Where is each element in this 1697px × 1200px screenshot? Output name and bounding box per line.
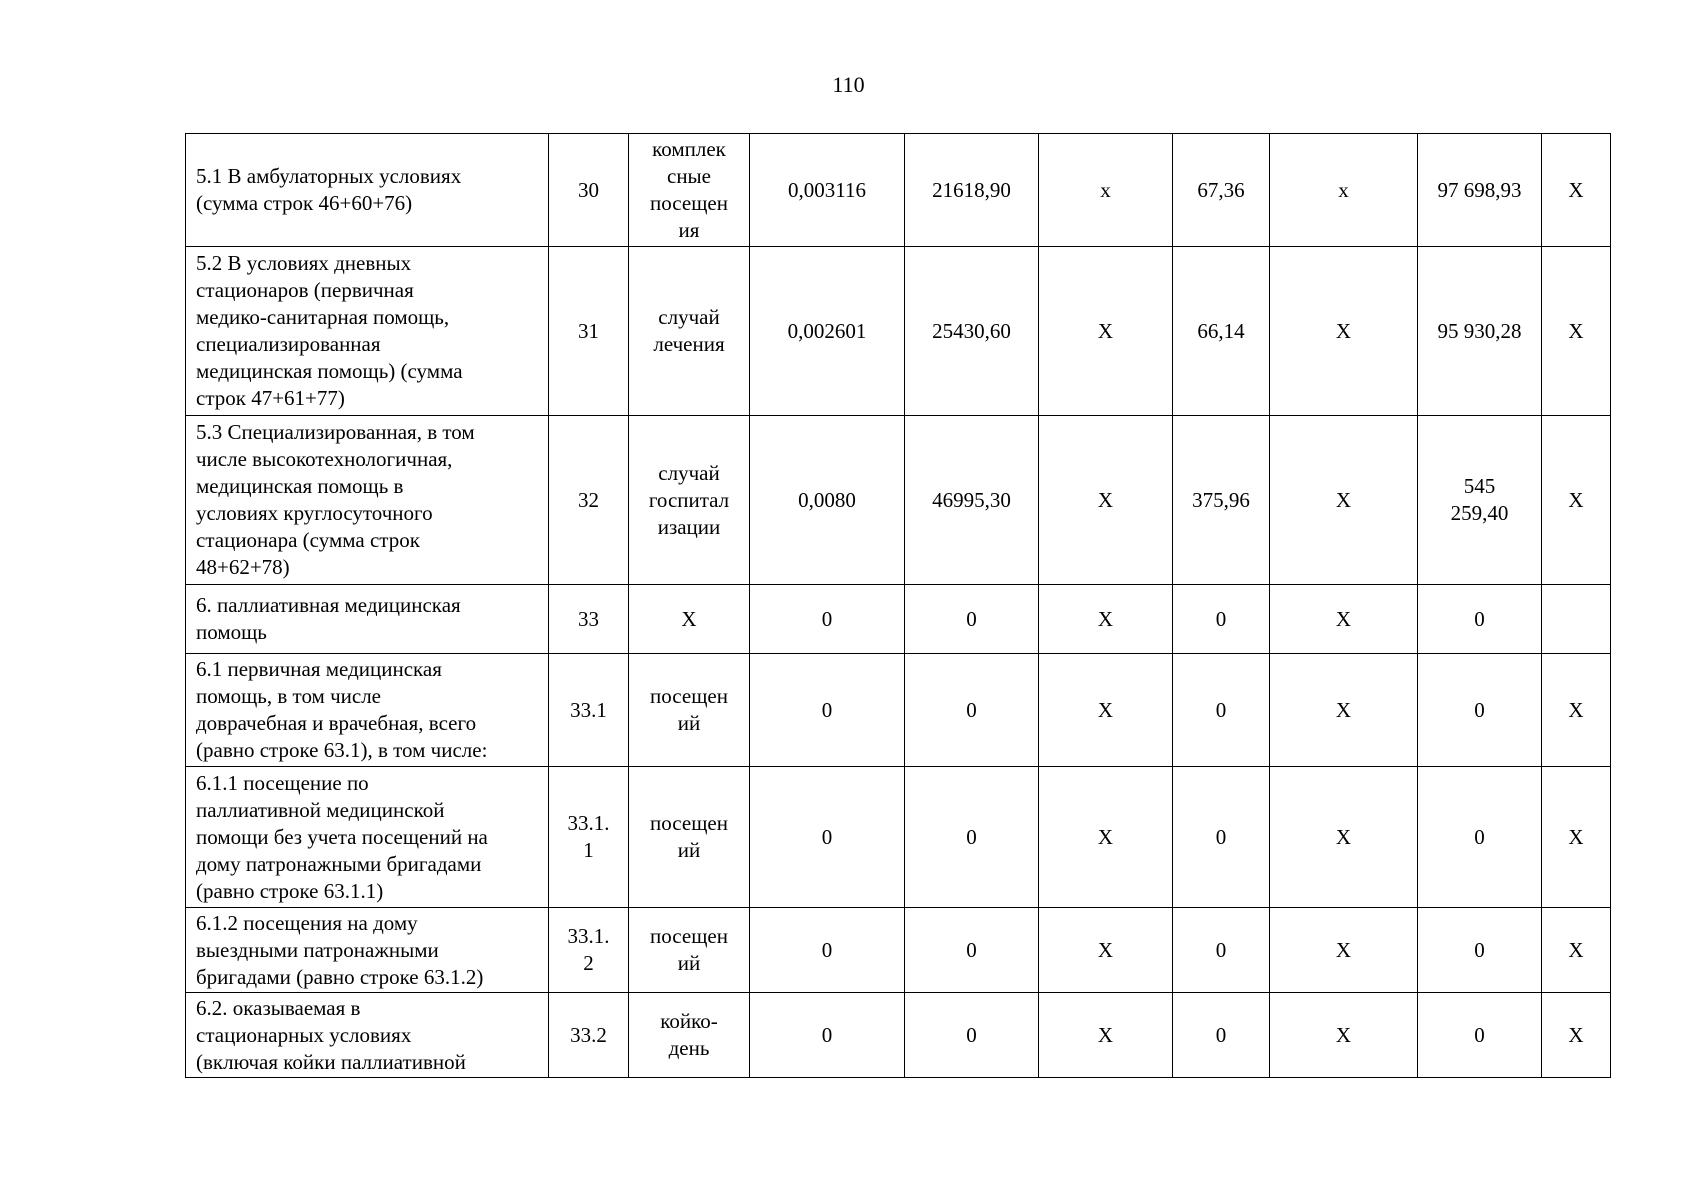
table-row [186, 247, 1611, 416]
row-unit: комплек сные посещен ия [629, 134, 750, 247]
row-value: Х [1039, 585, 1173, 654]
row-value: 67,36 [1173, 134, 1270, 247]
row-value: Х [1542, 993, 1611, 1078]
row-value: Х [1542, 654, 1611, 767]
row-value: 0 [1418, 908, 1542, 993]
row-code: 31 [549, 247, 629, 416]
row-value: Х [1542, 908, 1611, 993]
row-value: Х [1270, 908, 1418, 993]
row-value: 25430,60 [905, 247, 1039, 416]
row-value: Х [1270, 416, 1418, 585]
row-value: 21618,90 [905, 134, 1039, 247]
row-value: Х [1039, 654, 1173, 767]
row-value: 0 [905, 585, 1039, 654]
row-value: 46995,30 [905, 416, 1039, 585]
row-code: 33 [549, 585, 629, 654]
row-value: 0 [1173, 993, 1270, 1078]
row-value: х [1270, 134, 1418, 247]
row-value: 0 [1173, 908, 1270, 993]
row-unit: Х [629, 585, 750, 654]
row-value: Х [1270, 767, 1418, 908]
table-row [186, 416, 1611, 585]
row-value: 0 [750, 908, 905, 993]
row-value: Х [1039, 993, 1173, 1078]
row-unit: койко- день [629, 993, 750, 1078]
row-value: Х [1270, 585, 1418, 654]
row-code: 33.1 [549, 654, 629, 767]
row-unit: посещен ий [629, 908, 750, 993]
row-value: 95 930,28 [1418, 247, 1542, 416]
row-name: 6.1 первичная медицинская помощь, в том числе доврачебная и врачебная, всего (равно строке 63.1), в том числе: [186, 654, 549, 767]
row-value: 375,96 [1173, 416, 1270, 585]
row-code: 33.1. 2 [549, 908, 629, 993]
row-value: 0 [750, 585, 905, 654]
row-value: 97 698,93 [1418, 134, 1542, 247]
row-value: 0 [1418, 767, 1542, 908]
row-code: 30 [549, 134, 629, 247]
row-value: 0 [1418, 585, 1542, 654]
row-value: 0 [750, 654, 905, 767]
row-unit: случай госпитал изации [629, 416, 750, 585]
row-value: 0 [1418, 654, 1542, 767]
row-value: Х [1039, 767, 1173, 908]
row-code: 33.1. 1 [549, 767, 629, 908]
row-value [1542, 585, 1611, 654]
row-value: 66,14 [1173, 247, 1270, 416]
row-name: 6.1.1 посещение по паллиативной медицинской помощи без учета посещений на дому патронажными бригадами (равно строке 63.1.1) [186, 767, 549, 908]
row-value: Х [1270, 993, 1418, 1078]
row-value: Х [1039, 416, 1173, 585]
row-value: 0 [750, 767, 905, 908]
row-name: 5.1 В амбулаторных условиях (сумма строк 46+60+76) [186, 134, 549, 247]
row-value: Х [1270, 247, 1418, 416]
table-row [186, 654, 1611, 767]
row-value: 0 [905, 654, 1039, 767]
data-table [185, 133, 1611, 1078]
page-number: 110 [832, 72, 865, 97]
row-code: 32 [549, 416, 629, 585]
row-name: 5.3 Специализированная, в том числе высокотехнологичная, медицинская помощь в условиях круглосуточного стационара (сумма строк 48+62+78) [186, 416, 549, 585]
row-name: 6. паллиативная медицинская помощь [186, 585, 549, 654]
row-code: 33.2 [549, 993, 629, 1078]
row-value: 0 [1173, 654, 1270, 767]
row-unit: случай лечения [629, 247, 750, 416]
row-unit: посещен ий [629, 767, 750, 908]
table-row [186, 767, 1611, 908]
table-row [186, 908, 1611, 993]
table-row [186, 993, 1611, 1078]
row-value: 0 [905, 908, 1039, 993]
row-value: Х [1542, 247, 1611, 416]
row-unit: посещен ий [629, 654, 750, 767]
row-value: 0 [1418, 993, 1542, 1078]
row-value: 0 [1173, 585, 1270, 654]
row-name: 6.1.2 посещения на дому выездными патронажными бригадами (равно строке 63.1.2) [186, 908, 549, 993]
row-name: 5.2 В условиях дневных стационаров (первичная медико-санитарная помощь, специализированная медицинская помощь) (сумма строк 47+61+77) [186, 247, 549, 416]
table-row [186, 585, 1611, 654]
row-value: 0 [905, 993, 1039, 1078]
row-value: Х [1542, 416, 1611, 585]
row-value: 545 259,40 [1418, 416, 1542, 585]
row-value: х [1039, 134, 1173, 247]
row-value: Х [1542, 134, 1611, 247]
table-row [186, 134, 1611, 247]
row-value: 0 [905, 767, 1039, 908]
row-value: 0 [750, 993, 905, 1078]
row-value: Х [1270, 654, 1418, 767]
row-value: 0,0080 [750, 416, 905, 585]
row-value: 0 [1173, 767, 1270, 908]
row-value: 0,003116 [750, 134, 905, 247]
row-value: Х [1542, 767, 1611, 908]
row-value: Х [1039, 908, 1173, 993]
row-value: Х [1039, 247, 1173, 416]
row-name: 6.2. оказываемая в стационарных условиях (включая койки паллиативной [186, 993, 549, 1078]
row-value: 0,002601 [750, 247, 905, 416]
